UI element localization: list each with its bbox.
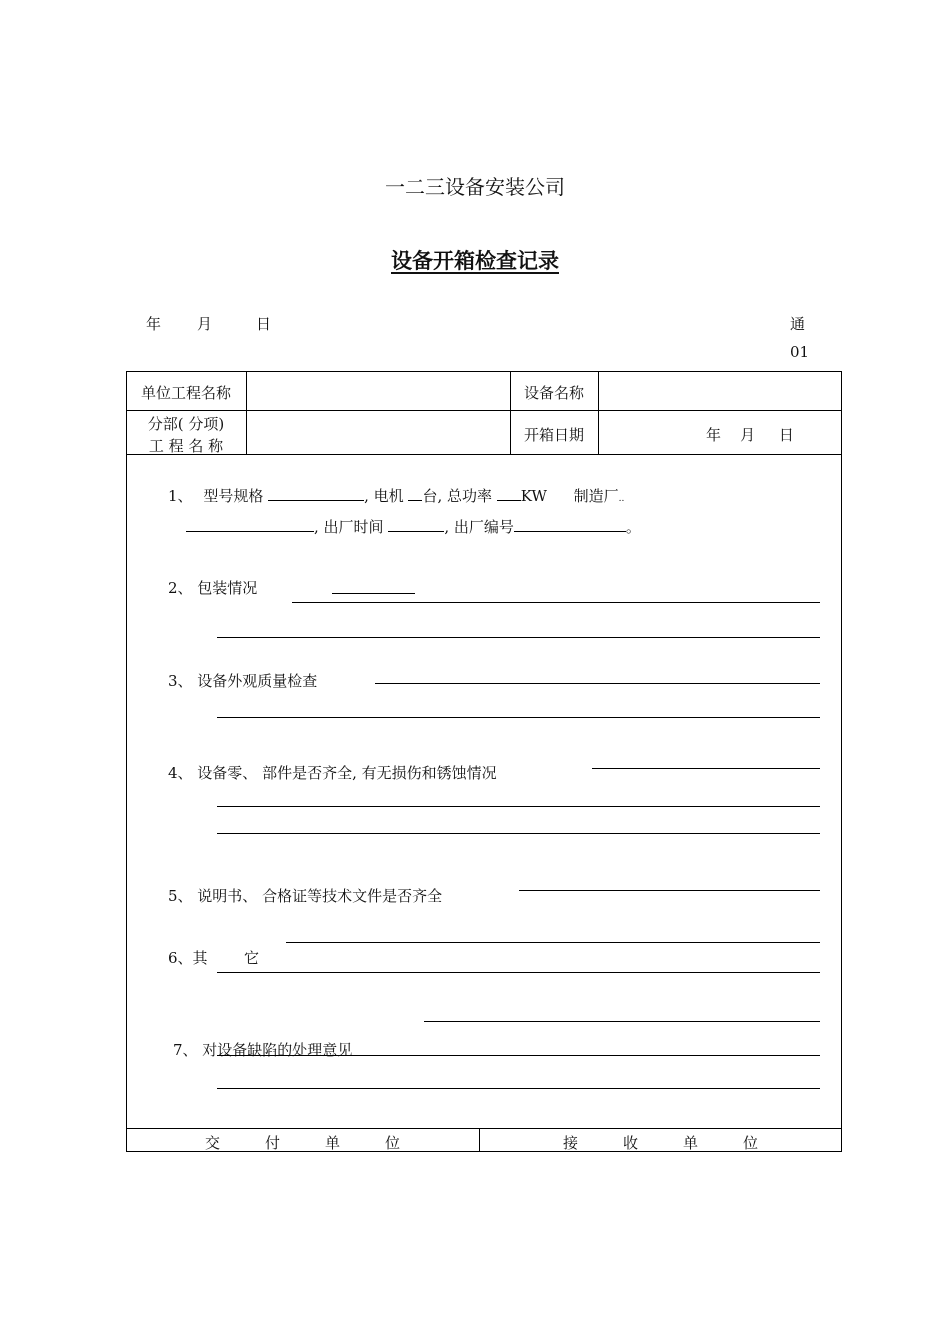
item1-unit-label: 台, 总功率: [422, 487, 492, 505]
unit-project-field[interactable]: [248, 372, 509, 409]
equipment-name-label: 设备名称: [523, 384, 584, 402]
other-line[interactable]: [217, 972, 820, 973]
item1-date-label: , 出厂时间: [314, 518, 384, 536]
item1-model-label: 型号规格: [203, 487, 264, 505]
item6-label: 6、其: [168, 949, 208, 967]
factory-serial-field[interactable]: [514, 517, 626, 532]
document-title: [0, 245, 950, 275]
parts-line[interactable]: [592, 768, 820, 769]
document-title-text: 设备开箱检查记录: [391, 249, 559, 273]
sub-project-label-line2: 工 程 名 称: [148, 437, 224, 455]
sub-project-field[interactable]: [248, 411, 509, 453]
form-code-line2: 01: [790, 343, 810, 361]
total-power-field[interactable]: [497, 486, 521, 501]
defect-line[interactable]: [217, 1055, 820, 1056]
row-divider: [126, 1128, 842, 1129]
item1-serial-label: , 出厂编号: [444, 518, 514, 536]
item5-label: 5、 说明书、 合格证等技术文件是否齐全: [168, 887, 443, 905]
item1-kw-label: KW: [520, 487, 547, 505]
defect-line[interactable]: [217, 1088, 820, 1089]
receive-unit-label: 接 收 单 位: [562, 1134, 758, 1152]
item4-label: 4、 设备零、 部件是否齐全, 有无损伤和锈蚀情况: [168, 764, 497, 782]
col-divider: [246, 371, 247, 454]
unpack-date-value[interactable]: 年 月 日: [706, 426, 794, 444]
item1-line1: 1、 型号规格 , 电机 台, 总功率 KW 制造厂..: [168, 487, 625, 505]
date-year-label: 年: [146, 315, 162, 333]
unit-project-label: 单位工程名称: [140, 384, 231, 402]
motor-count-field[interactable]: [408, 486, 422, 501]
item1-maker-label: 制造厂: [573, 487, 619, 505]
documents-line[interactable]: [519, 890, 820, 891]
model-spec-field[interactable]: [268, 486, 364, 501]
item1-end: 。: [625, 518, 641, 536]
item1-line2: [186, 516, 641, 537]
item2-label: 2、 包装情况: [168, 579, 258, 597]
item7-label: 7、 对设备缺陷的处理意见: [173, 1041, 353, 1059]
parts-line[interactable]: [217, 806, 820, 807]
appearance-line[interactable]: [375, 683, 820, 684]
packaging-line[interactable]: [217, 637, 820, 638]
other-line[interactable]: [286, 942, 820, 943]
deliver-unit-label: 交 付 单 位: [204, 1134, 400, 1152]
date-month-label: 月: [197, 315, 213, 333]
form-code-line1: 通: [790, 315, 806, 333]
item6-word: 它: [244, 949, 260, 967]
packaging-line[interactable]: [292, 602, 820, 603]
manufacturer-field[interactable]: [186, 517, 314, 532]
item1-motor-label: , 电机: [364, 487, 404, 505]
company-name: 一二三设备安装公司: [385, 175, 565, 199]
equipment-name-field[interactable]: [600, 372, 840, 409]
factory-date-field[interactable]: [388, 517, 444, 532]
unpack-date-label: 开箱日期: [523, 426, 584, 444]
col-divider: [598, 371, 599, 454]
defect-line[interactable]: [424, 1021, 820, 1022]
sub-project-label-line1: 分部( 分项): [147, 415, 225, 433]
parts-line[interactable]: [217, 833, 820, 834]
packaging-short-line[interactable]: [332, 593, 415, 594]
item1-number: 1、: [168, 487, 193, 505]
item3-label: 3、 设备外观质量检查: [168, 672, 318, 690]
date-day-label: 日: [256, 315, 272, 333]
appearance-line[interactable]: [217, 717, 820, 718]
